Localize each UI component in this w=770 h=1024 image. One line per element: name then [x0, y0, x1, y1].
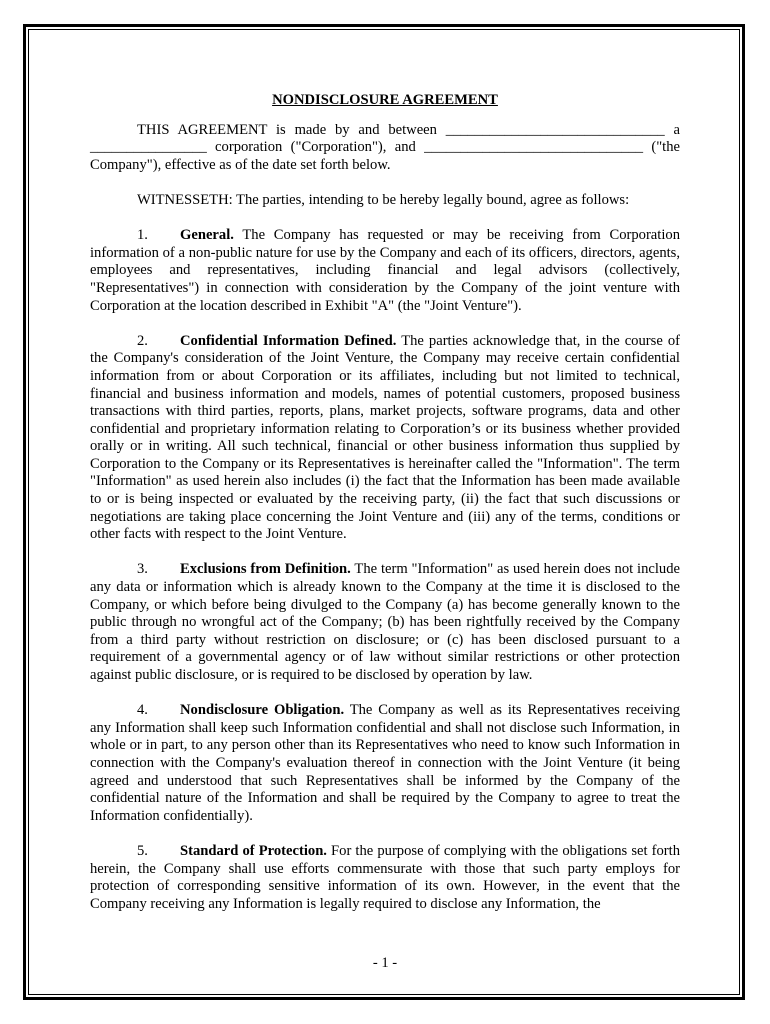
section-5 — [90, 843, 680, 913]
section-text: The Company as well as its Representatives receiving any Information shall keep such Information confidential and shall not disclose such Information, in whole or in part, to any person other than its Representatives who need to know such Information in connection with the Company's evaluation thereof in connection with the Joint Venture (it being agreed and understood that such Representatives shall be informed by the Company of the confidential nature of the Information and shall be required by the Company to agree to treat the Information confidentially). — [90, 702, 680, 824]
document-title: NONDISCLOSURE AGREEMENT — [272, 92, 498, 108]
section-heading: Nondisclosure Obligation. — [180, 702, 345, 719]
intro-paragraph: THIS AGREEMENT is made by and between ______________________________ a ________________ corporation ("Corporation"), and ______________________________ ("the Company"), effective as of the date set forth below. — [90, 121, 680, 173]
section-heading: Confidential Information Defined. — [180, 332, 397, 349]
page-number: - 1 - — [372, 955, 398, 971]
section-text: The parties acknowledge that, in the course of the Company's consideration of the Joint Venture, the Company may receive certain confidential information from or about Corporation or its affiliates, including but not limited to technical, financial and business information and models, names of potential customers, proposed business transactions with third parties, reports, plans, market projects, software programs, data and other confidential and proprietary information relating to Corporation’s or its business whether provided orally or in writing. All such technical, financial or other business information thus supplied by Corporation to the Company or its Representatives is hereinafter called the "Information". The term "Information" as used herein also includes (i) the fact that the Information has been made available to or is being inspected or evaluated by the receiving party, (ii) the fact that such discussions or negotiations are taking place concerning the Joint Venture and (iii) any of the terms, conditions or other facts with respect to the Joint Venture. — [90, 332, 680, 543]
section-number: 2. — [137, 332, 148, 349]
section-text: The Company has requested or may be receiving from Corporation information of a non-public nature for use by the Company and each of its officers, directors, agents, employees and representatives, including financial and legal advisors (collectively, "Representatives") in connection with consideration by the Company of the joint venture with Corporation at the location described in Exhibit "A" (the "Joint Venture"). — [90, 227, 680, 314]
witnesseth-paragraph: WITNESSETH: The parties, intending to be hereby legally bound, agree as follows: — [137, 191, 630, 208]
section-4 — [90, 702, 680, 825]
section-number: 1. — [137, 227, 148, 244]
section-2 — [90, 333, 680, 544]
section-3 — [90, 561, 680, 684]
section-heading: Standard of Protection. — [180, 842, 327, 859]
section-1 — [90, 227, 680, 315]
section-text: The term "Information" as used herein does not include any data or information which is already known to the Company at the time it is disclosed to the Company, or which before being divulged to the Company (a) has become generally known to the public through no wrongful act of the Company; (b) has been rightfully received by the Company from a third party without restriction on disclosure; or (c) has been disclosed pursuant to a requirement of a governmental agency or of law without similar restrictions or other protection against public disclosure, or is required to be disclosed by operation by law. — [90, 561, 680, 683]
section-heading: General. — [180, 227, 234, 244]
section-number: 3. — [137, 561, 148, 578]
section-number: 5. — [137, 842, 148, 859]
section-number: 4. — [137, 702, 148, 719]
section-heading: Exclusions from Definition. — [180, 561, 351, 578]
section-text: For the purpose of complying with the obligations set forth herein, the Company shall use efforts commensurate with those that such party employs for protection of corresponding sensitive information of its own. However, in the event that the Company receiving any Information is legally required to disclose any Information, the — [90, 842, 680, 912]
document-body — [90, 92, 680, 931]
